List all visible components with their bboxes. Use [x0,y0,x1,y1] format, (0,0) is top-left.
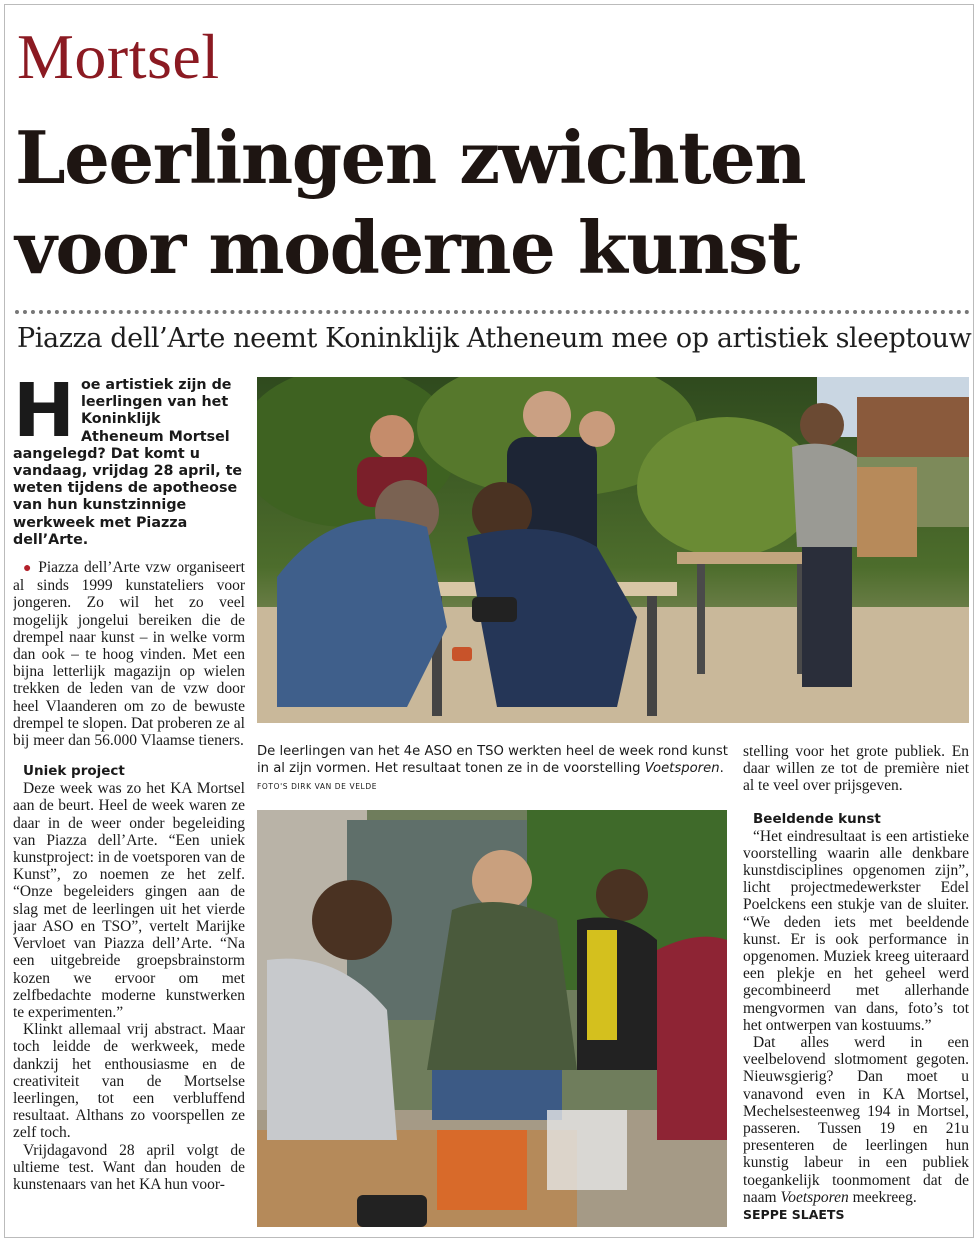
photo-1-illustration [257,377,969,723]
photo-caption: De leerlingen van het 4e ASO en TSO werkten heel de week rond kunst in al zijn vormen. Het resultaat tonen ze in de voorstelling Voetsporen. FOTO'S DIRK VAN DE VELDE [257,744,728,791]
body-paragraph-5: stelling voor het grote publiek. En daar willen ze tot de première niet al te veel over prijsgeven. [743,743,969,795]
headline-line-2: voor moderne kunst [15,205,799,290]
photo-students-with-power-tools [257,810,727,1227]
body-paragraph-4: Vrijdagavond 28 april volgt de ultieme test. Want dan houden de kunstenaars van het KA hun voor- [13,1141,245,1193]
column-right [743,743,969,1227]
headline [15,113,805,293]
body-paragraph-3: Klinkt allemaal vrij abstract. Maar toch leidde de werkweek, mede dankzij het enthousiasme en de creativiteit van de Mortselse leerlingen, tot een verbluffend resultaat. Althans zo voorspellen ze zelf toch. [13,1021,245,1142]
caption-show-title: Voetsporen [644,761,720,776]
byline: SEPPE SLAETS [743,1207,845,1223]
photo-students-outdoor-workshop [257,377,969,723]
section-title: Mortsel [17,21,220,92]
drop-cap: H [13,377,75,454]
bullet-icon: ● [23,561,33,577]
newspaper-page [4,4,974,1238]
photo-credit: FOTO'S DIRK VAN DE VELDE [257,782,378,791]
body-paragraph-2: Deze week was zo het KA Mortsel aan de beurt. Heel de week waren ze daar in de weer onder begeleiding van Piazza dell’Arte. “Een uniek kunstproject: in de voetsporen van de Kunst”, zo noemen ze het zelf. “Onze begeleiders gingen aan de slag met de leerlingen uit het vierde jaar ASO en TSO”, vertelt Marijke Vervloet van Piazza dell’Arte. “Na een uitgebreide groepsbrainstorm kozen we ervoor om met zelfbedachte moderne kunstwerken te experimenten.” [13,780,245,1021]
body-paragraph-1: ● Piazza dell’Arte vzw organiseert al sinds 1999 kunstateliers voor jongeren. Zo wil het zo veel mogelijk jongelui bereiken die de drempel naar kunst – in welke vorm dan ook – te hoog vinden. Met een bijna letterlijk magazijn op wielen trekken de leden van de vzw door heel Vlaanderen om zo de bewuste drempel te slopen. Dat proberen ze al bij meer dan 56.000 Vlaamse tieners. [13,559,245,750]
dotted-divider [15,310,970,314]
body-paragraph-6: “Het eindresultaat is een artistieke voorstelling waarin alle denkbare kunstdisciplines opgenomen zijn”, licht projectmedewerkster Edel Poelckens een stukje van de sluiter. “We deden iets met beeldende kunst. Er is ook performance in opgenomen. Muziek kreeg uiteraard een plekje en het geheel werd gecombineerd met allerhande mengvormen van dans, foto’s tot het ontwerpen van kostuums.” [743,827,969,1034]
intertitle-uniek-project: Uniek project [23,763,125,780]
lead-text: oe artistiek zijn de leerlingen van het Koninklijk Atheneum Mortsel aangelegd? Dat komt u vandaag, vrijdag 28 april, te weten tijdens de apotheose van hun kunstzinnige werkweek met Piazza dell’Arte. [13,377,243,548]
subheadline: Piazza dell’Arte neemt Koninklijk Atheneum mee op artistiek sleeptouw [17,323,972,354]
photo-2-illustration [257,810,727,1227]
lead-paragraph [13,377,245,549]
headline-line-1: Leerlingen zwichten [15,115,806,200]
body-paragraph-7: Dat alles werd in een veelbelovend slotmoment gegoten. Nieuwsgierig? Dan moet u vanavond even in KA Mortsel, Mechelsesteenweg 194 in Mortsel, passeren. Tussen 19 en 21u presenteren de leerlingen hun kunstig labeur in een publiek toegankelijk toonmoment dat de naam Voetsporen meekreeg. [743,1034,969,1206]
column-left [13,377,245,1227]
intertitle-beeldende-kunst: Beeldende kunst [753,810,881,827]
